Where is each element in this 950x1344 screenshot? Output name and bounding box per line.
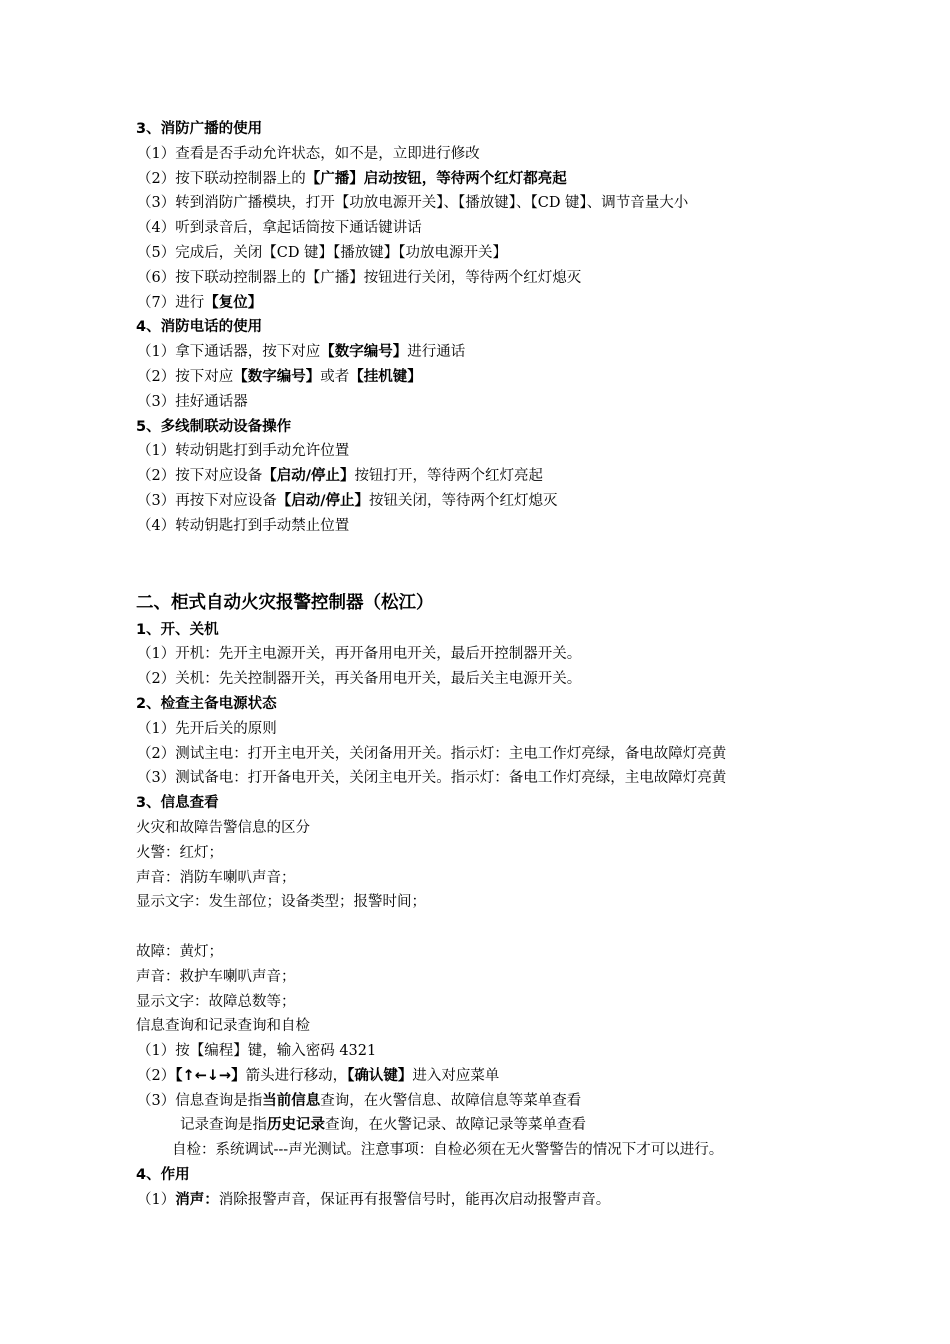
list-item: （5）完成后，关闭【CD 键】【播放键】【功放电源开关】 <box>137 244 508 261</box>
paragraph: 显示文字：发生部位；设备类型；报警时间； <box>136 894 426 911</box>
list-item: （1）开机：先开主电源开关，再开备用电开关，最后开控制器开关。 <box>137 646 582 663</box>
list-item: 自检：系统调试---声光测试。注意事项：自检必须在无火警警告的情况下才可以进行。 <box>172 1142 724 1159</box>
list-item: （6）按下联动控制器上的【广播】按钮进行关闭，等待两个红灯熄灭 <box>137 269 582 286</box>
paragraph: 信息查询和记录查询和自检 <box>136 1018 310 1035</box>
list-item: （2）按下对应设备【启动/停止】按钮打开，等待两个红灯亮起 <box>137 468 544 485</box>
list-item: （2）【↑←↓→】箭头进行移动，【确认键】进入对应菜单 <box>137 1067 500 1084</box>
list-item: （2）按下联动控制器上的【广播】启动按钮，等待两个红灯都亮起 <box>137 170 567 187</box>
paragraph: 声音：救护车喇叭声音； <box>136 968 296 985</box>
section-heading-power: 1、开、关机 <box>136 621 219 638</box>
document-page <box>0 117 950 1213</box>
list-item: （2）测试主电：打开主电开关，关闭备用开关。指示灯：主电工作灯亮绿，备电故障灯亮黄 <box>137 745 727 762</box>
paragraph: 故障：黄灯； <box>136 943 223 960</box>
section-heading-phone: 4、消防电话的使用 <box>136 319 263 336</box>
list-item: （4）转动钥匙打到手动禁止位置 <box>137 517 350 534</box>
part-title: 二、柜式自动火灾报警控制器（松江） <box>136 592 434 613</box>
list-item: （1）拿下通话器，按下对应【数字编号】进行通话 <box>137 344 466 361</box>
list-item: （1）查看是否手动允许状态，如不是，立即进行修改 <box>137 145 480 162</box>
list-item: （2）按下对应【数字编号】或者【挂机键】 <box>137 368 422 385</box>
list-item: （3）转到消防广播模块，打开【功放电源开关】、【播放键】、【CD 键】、调节音量大小 <box>137 195 689 212</box>
section-heading-linkage: 5、多线制联动设备操作 <box>136 418 292 435</box>
list-item: （2）关机：先关控制器开关，再关备用电开关，最后关主电源开关。 <box>137 671 582 688</box>
paragraph: 声音：消防车喇叭声音； <box>136 869 296 886</box>
list-item: 记录查询是指历史记录查询，在火警记录、故障记录等菜单查看 <box>180 1117 586 1134</box>
section-heading-power-check: 2、检查主备电源状态 <box>136 695 277 712</box>
section-heading-info: 3、信息查看 <box>136 795 219 812</box>
list-item: （1）先开后关的原则 <box>137 720 277 737</box>
list-item: （4）听到录音后，拿起话筒按下通话键讲话 <box>137 220 422 237</box>
section-heading-broadcast: 3、消防广播的使用 <box>136 121 263 137</box>
section-heading-function: 4、作用 <box>136 1167 190 1184</box>
list-item: （1）转动钥匙打到手动允许位置 <box>137 443 350 460</box>
list-item: （3）测试备电：打开备电开关，关闭主电开关。指示灯：备电工作灯亮绿，主电故障灯亮黄 <box>137 770 727 787</box>
list-item: （7）进行【复位】 <box>137 294 263 311</box>
list-item: （3）信息查询是指当前信息查询，在火警信息、故障信息等菜单查看 <box>137 1092 582 1109</box>
paragraph: 显示文字：故障总数等； <box>136 993 296 1010</box>
list-item: （3）再按下对应设备【启动/停止】按钮关闭，等待两个红灯熄灭 <box>137 492 558 509</box>
list-item: （3）挂好通话器 <box>137 393 248 410</box>
paragraph: 火灾和故障告警信息的区分 <box>136 819 310 836</box>
paragraph: 火警：红灯； <box>136 844 223 861</box>
list-item: （1）按【编程】键，输入密码 4321 <box>137 1043 377 1060</box>
list-item: （1）消声：消除报警声音，保证再有报警信号时，能再次启动报警声音。 <box>137 1191 611 1208</box>
